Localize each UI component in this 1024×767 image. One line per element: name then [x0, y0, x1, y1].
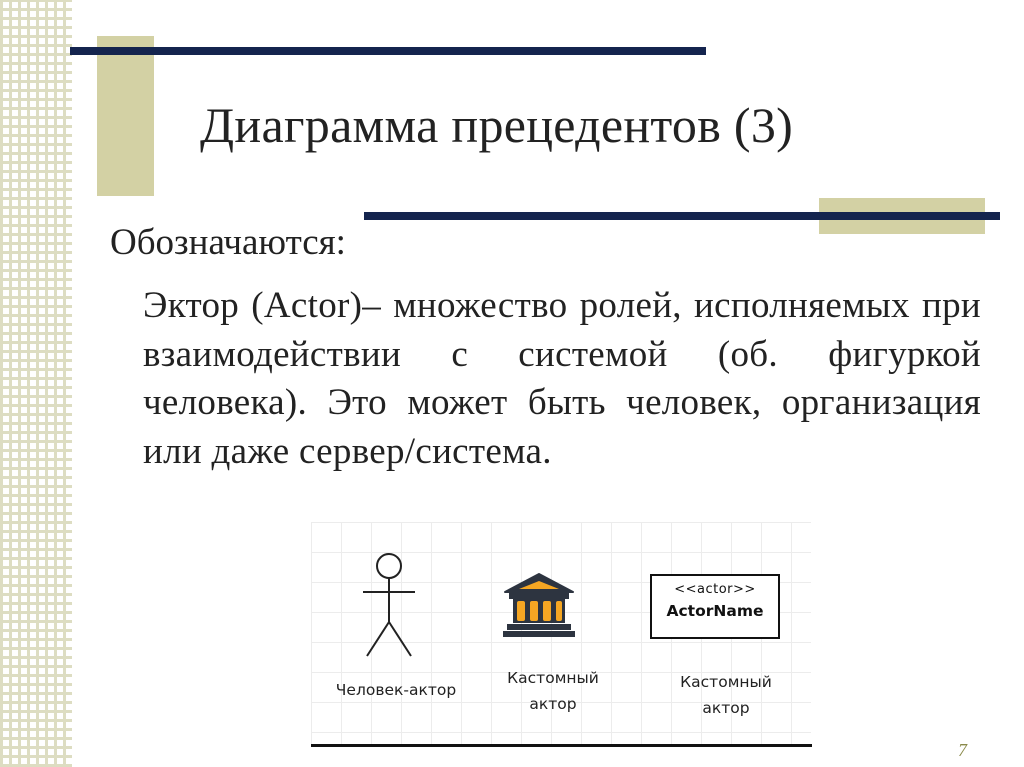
custom-actor-box-caption: Кастомный актор	[680, 673, 772, 717]
decorative-striped-strip	[0, 0, 72, 767]
page-number: 7	[958, 740, 967, 760]
slide-title: Диаграмма прецедентов (3)	[200, 97, 794, 153]
decorative-navy-bar-mid	[364, 212, 1000, 220]
decorative-olive-block-top	[97, 36, 154, 196]
stick-figure-icon	[359, 552, 419, 662]
body-paragraph: Эктор (Actor)– множество ролей, исполняемых при взаимодействии с системой (об. фигуркой человека). Это может быть человек, организация или даже сервер/система.	[143, 285, 981, 472]
custom-actor-icon-caption: Кастомный актор	[507, 669, 599, 713]
intro-text: Обозначаются:	[110, 222, 346, 263]
stereotype-label: <<actor>>	[674, 582, 756, 597]
bank-building-icon	[503, 572, 575, 638]
figure-baseline	[311, 744, 812, 747]
actor-notation-figure	[311, 522, 811, 747]
actor-name-label: ActorName	[666, 602, 764, 620]
decorative-navy-bar-top	[70, 47, 706, 55]
human-actor-caption: Человек-актор	[335, 681, 457, 699]
actor-stereotype-box	[650, 574, 780, 639]
